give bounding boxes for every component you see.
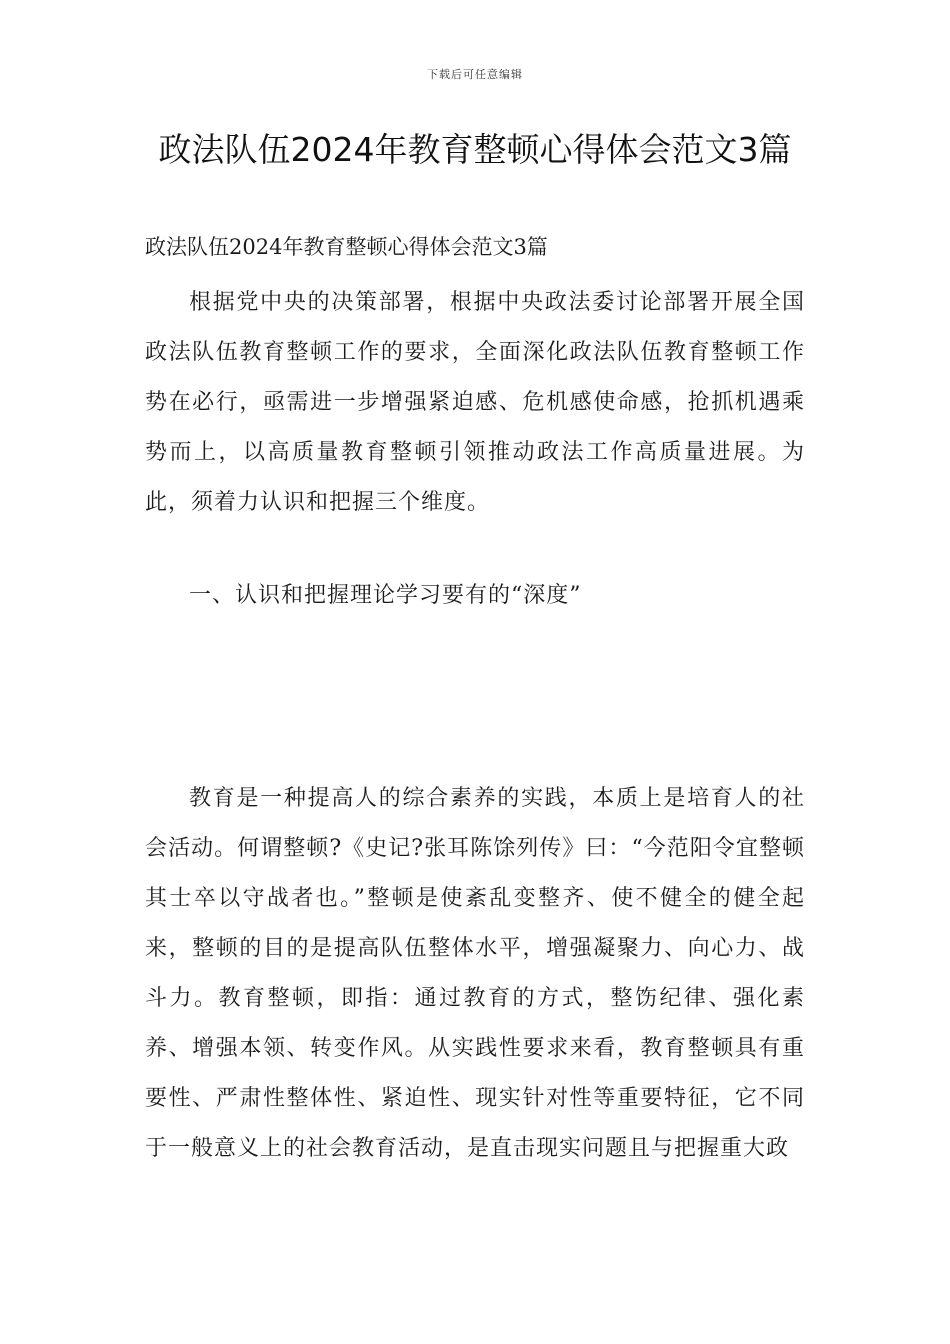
document-subtitle: 政法队伍2024年教育整顿心得体会范文3篇 — [145, 235, 548, 259]
document-title: 政法队伍2024年教育整顿心得体会范文3篇 — [158, 130, 792, 169]
body-paragraph-2: 教育是一种提高人的综合素养的实践，本质上是培育人的社会活动。何谓整顿?《史记?张耳陈馀列传》曰：“今范阳令宜整顿其士卒以守战者也。”整顿是使紊乱变整齐、使不健全的健全起来，整顿的目的是提高队伍整体水平，增强凝聚力、向心力、战斗力。教育整顿，即指：通过教育的方式，整饬纪律、强化素养、增强本领、转变作风。从实践性要求来看，教育整顿具有重要性、严肃性整体性、紧迫性、现实针对性等重要特征，它不同于一般意义上的社会教育活动，是直击现实问题且与把握重大政 — [145, 786, 805, 1161]
header-note: 下载后可任意编辑 — [427, 68, 523, 81]
section-heading-1: 一、认识和把握理论学习要有的“深度” — [189, 583, 582, 608]
body-paragraph-1: 根据党中央的决策部署，根据中央政法委讨论部署开展全国政法队伍教育整顿工作的要求，全面深化政法队伍教育整顿工作势在必行，亟需进一步增强紧迫感、危机感使命感，抢抓机遇乘势而上，以高质量教育整顿引领推动政法工作高质量进展。为此，须着力认识和把握三个维度。 — [145, 290, 805, 515]
